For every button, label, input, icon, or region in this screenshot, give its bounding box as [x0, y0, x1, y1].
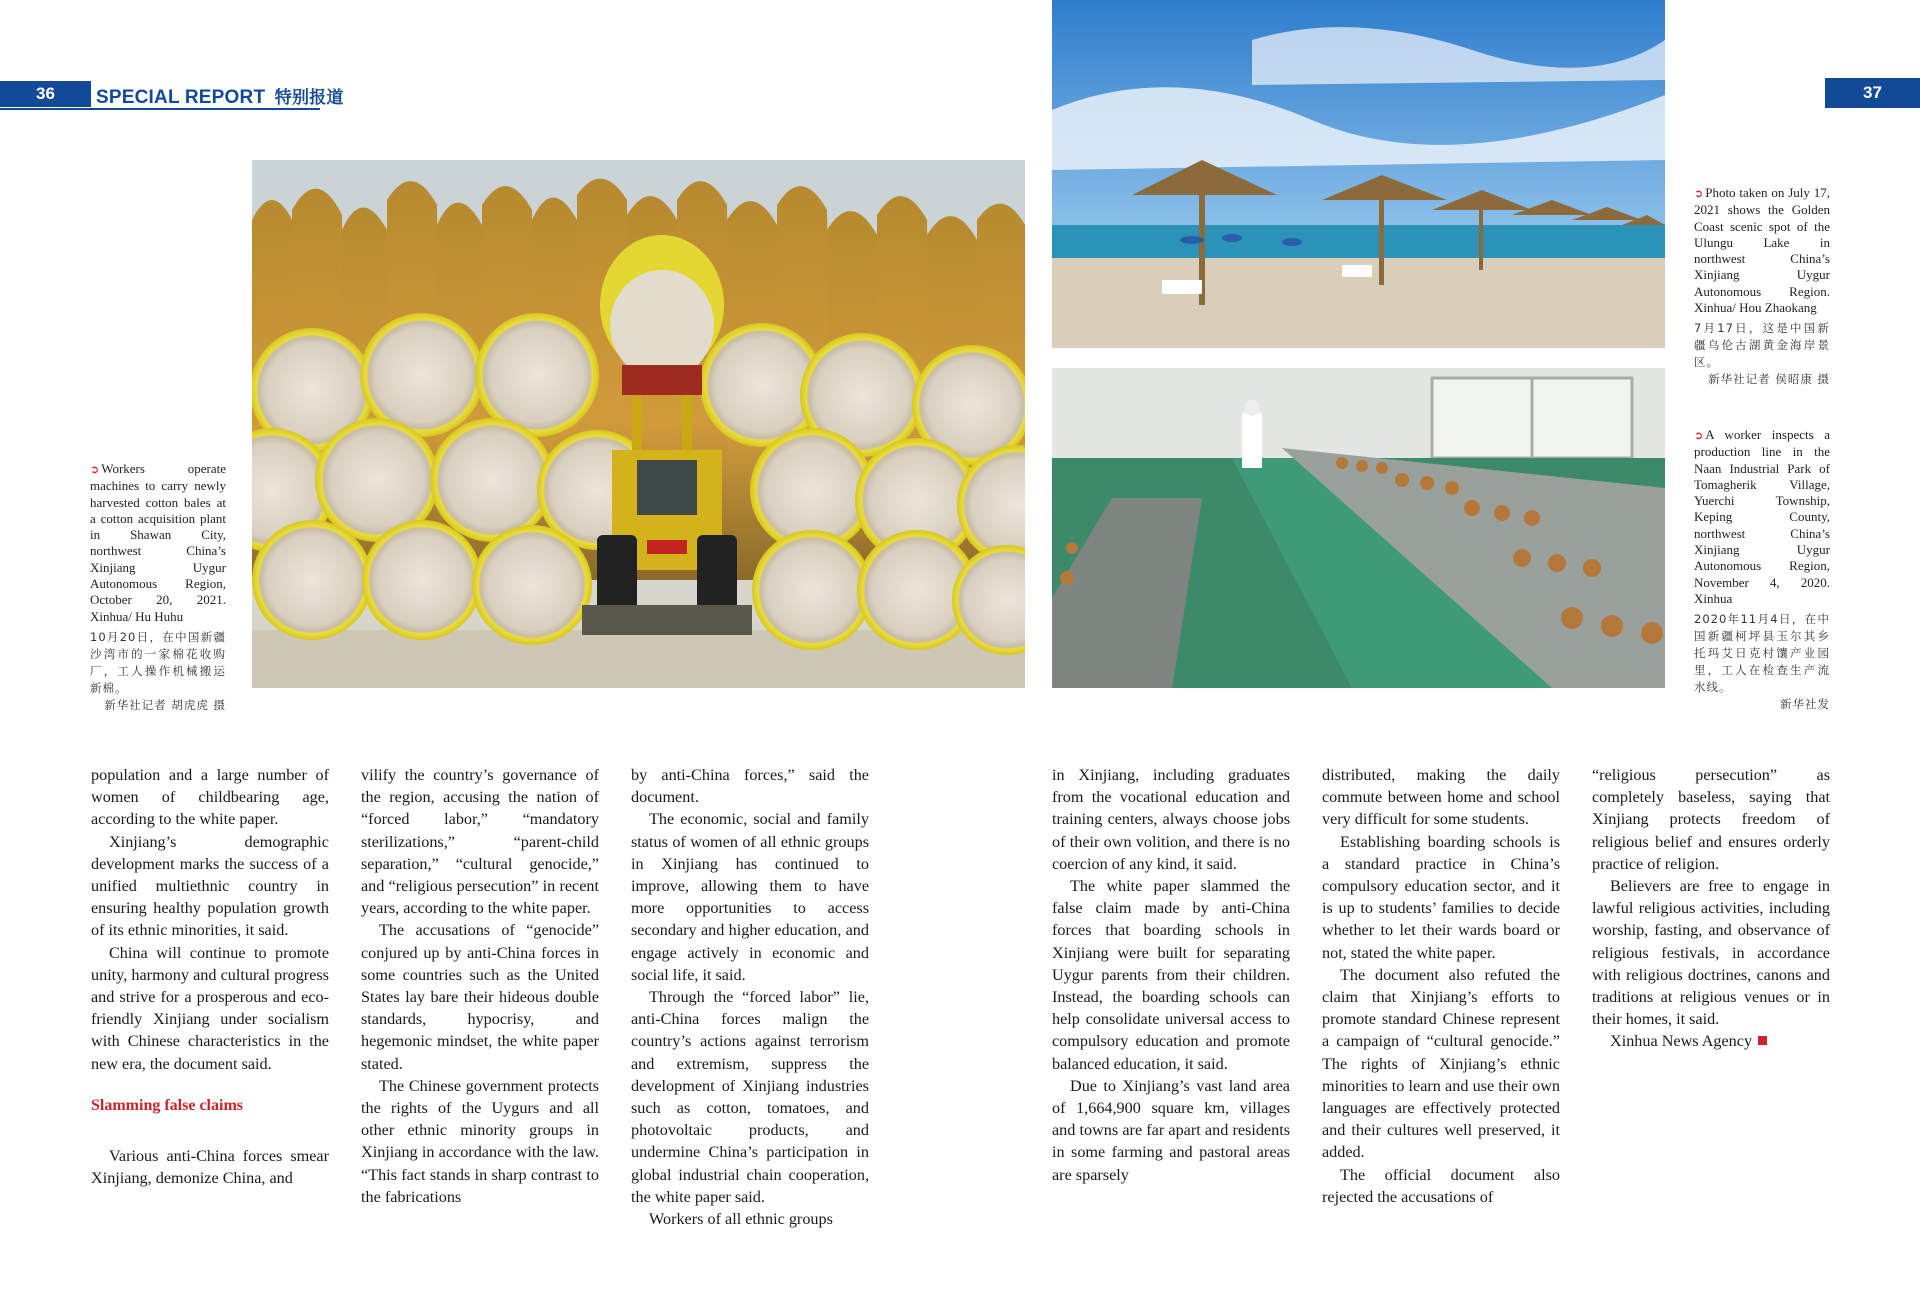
naan-production-photo	[1052, 368, 1665, 688]
cotton-caption-en: Workers operate machines to carry newly harvested cotton bales at a cotton acquisition plant in Shawan City, northwest China’s Xinjiang Uygur Autonomous Region, October 20, 2021. Xinhua/ Hu Huhu	[90, 461, 226, 624]
paragraph: vilify the country’s governance of the region, accusing the nation of “forced labor,” “mandatory sterilizations,” “parent-child separation,” “cultural genocide,” and “religious persecution” in recent years, according to the white paper.	[361, 766, 599, 918]
page-header-left	[0, 81, 344, 108]
paragraph: Workers of all ethnic groups	[649, 1210, 833, 1229]
paragraph: China will continue to promote unity, harmony and cultural progress and strive for a prosperous and eco-friendly Xinjiang under socialism with Chinese characteristics in the new era, the document said.	[91, 943, 329, 1073]
left-page-number: 36	[0, 81, 91, 107]
paragraph: in Xinjiang, including graduates from the vocational education and training centers, always choose jobs of their own volition, and there is no coercion of any kind, it said.	[1052, 766, 1290, 873]
paragraph: The white paper slammed the false claim made by anti-China forces that boarding schools in Xinjiang were built for separating Uygur parents from their children. Instead, the boarding schools can help consolidate universal access to compulsory education and promote balanced education, it said.	[1052, 877, 1290, 1073]
paragraph: Through the “forced labor” lie, anti-China forces malign the country’s actions against terrorism and extremism, suppress the development of Xinjiang industries such as cotton, tomatoes, and photovoltaic products, and undermine China’s participation in global industrial chain cooperation, the white paper said.	[631, 988, 869, 1206]
paragraph: The document also refuted the claim that Xinjiang’s efforts to promote standard Chinese represent a campaign of “cultural genocide.” The rights of Xinjiang’s ethnic minorities to learn and use their own languages are effectively protected and their cultures well preserved, it added.	[1322, 965, 1560, 1162]
paragraph: Xinjiang’s demographic development marks the success of a unified multiethnic country in ensuring healthy population growth of its ethnic minorities, it said.	[91, 832, 329, 940]
section-title-en: SPECIAL REPORT	[96, 87, 266, 108]
article-column-1	[91, 764, 329, 1189]
naan-caption-cn: 2020年11月4日，在中国新疆柯坪县玉尔其乡托玛艾日克村馕产业园里，工人在检查生产流水线。	[1694, 612, 1830, 695]
paragraph: by anti-China forces,” said the document.	[631, 766, 869, 807]
article-column-6	[1592, 764, 1830, 1053]
paragraph: Due to Xinjiang’s vast land area of 1,664,900 square km, villages and towns are far apart and residents in some farming and pastoral areas are sparsely	[1052, 1076, 1290, 1184]
right-page-number: 37	[1825, 78, 1920, 108]
cotton-bales-photo	[252, 160, 1025, 688]
lake-caption-credit: 新华社记者 侯昭康 摄	[1708, 372, 1830, 387]
lake-caption-en: Photo taken on July 17, 2021 shows the Golden Coast scenic spot of the Ulungu Lake in northwest China’s Xinjiang Uygur Autonomous Region. Xinhua/ Hou Zhaokang	[1694, 185, 1830, 316]
section-title-cn: 特别报道	[274, 88, 344, 108]
article-column-5	[1322, 764, 1560, 1208]
signoff-text: Xinhua News Agency	[1610, 1032, 1753, 1051]
paragraph: population and a large number of women of childbearing age, according to the white paper.	[91, 766, 329, 829]
naan-caption-credit: 新华社发	[1780, 697, 1830, 712]
signoff	[1592, 1030, 1830, 1052]
paragraph: Establishing boarding schools is a standard practice in China’s compulsory education sector, and it is up to students’ families to decide whether to let their wards board or not, stated the white paper.	[1322, 832, 1560, 962]
caption-arrow-icon: ➲	[90, 463, 100, 476]
lake-photo-caption	[1694, 185, 1830, 388]
paragraph: Believers are free to engage in lawful religious activities, including worship, fasting, and observance of religious festivals, in accordance with religious doctrines, canons and traditions at religious venues or in their homes, it said.	[1592, 877, 1830, 1029]
article-column-4	[1052, 764, 1290, 1186]
paragraph: The economic, social and family status of women of all ethnic groups in Xinjiang has continued to improve, allowing them to have more opportunities to access secondary and higher education, and engage actively in economic and social life, it said.	[631, 810, 869, 984]
cotton-caption-credit: 新华社记者 胡虎虎 摄	[104, 697, 226, 712]
article-column-3	[631, 764, 869, 1230]
end-mark-icon	[1758, 1036, 1767, 1045]
ulungu-lake-photo	[1052, 0, 1665, 348]
paragraph: distributed, making the daily commute between home and school very difficult for some students.	[1322, 766, 1560, 829]
header-rule	[0, 108, 320, 110]
paragraph: The accusations of “genocide” conjured up by anti-China forces in some countries such as the United States lay bare their hideous double standards, hypocrisy, and hegemonic mindset, the white paper stated.	[361, 921, 599, 1073]
paragraph: “religious persecution” as completely baseless, saying that Xinjiang protects freedom of religious belief and ensures orderly practice of religion.	[1592, 766, 1830, 873]
naan-photo-caption	[1694, 427, 1830, 713]
naan-caption-en: A worker inspects a production line in the Naan Industrial Park of Tomagherik Village, Yuerchi Township, Keping County, northwest China’s Xinjiang Uygur Autonomous Region, November 4, 2020. Xinhua	[1694, 427, 1830, 606]
cotton-caption-cn: 10月20日，在中国新疆沙湾市的一家棉花收购厂，工人操作机械搬运新棉。	[90, 629, 226, 695]
paragraph: The Chinese government protects the rights of the Uygurs and all other ethnic minority groups in Xinjiang in accordance with the law. “This fact stands in sharp contrast to the fabrications	[361, 1076, 599, 1206]
paragraph: Various anti-China forces smear Xinjiang, demonize China, and	[91, 1147, 329, 1188]
article-column-2	[361, 764, 599, 1208]
subheading: Slamming false claims	[91, 1096, 243, 1114]
paragraph: The official document also rejected the accusations of	[1322, 1165, 1560, 1206]
caption-arrow-icon: ➲	[1694, 187, 1704, 200]
caption-arrow-icon: ➲	[1694, 429, 1704, 442]
section-title	[96, 83, 344, 109]
lake-caption-cn: 7月17日，这是中国新疆乌伦古湖黄金海岸景区。	[1694, 321, 1830, 370]
cotton-photo-caption	[90, 461, 226, 713]
